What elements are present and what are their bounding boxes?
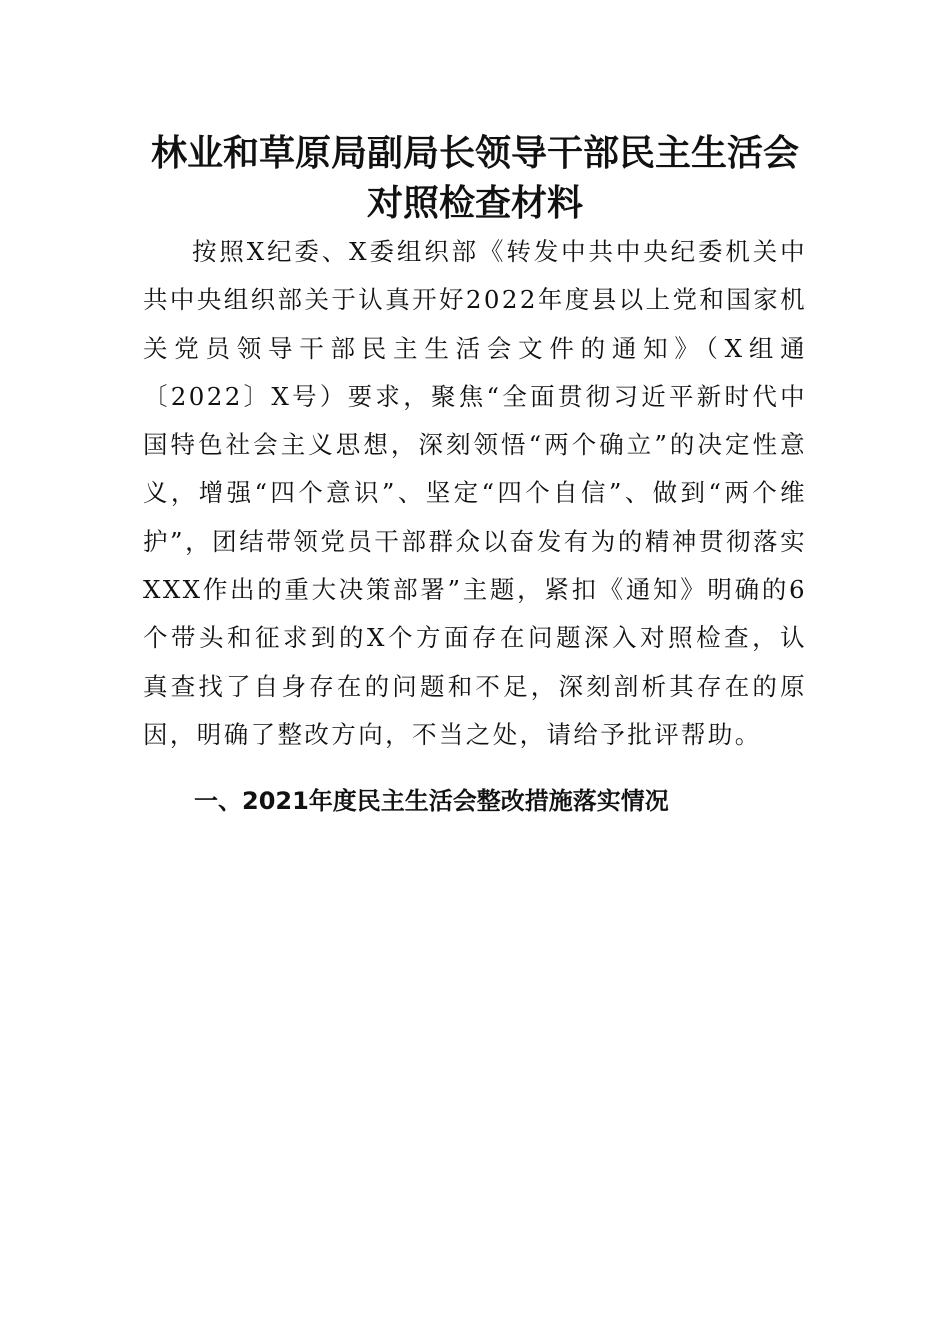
document-title-line-2: 对照检查材料 xyxy=(366,183,583,224)
section-heading-1: 一、2021年度民主生活会整改措施落实情况 xyxy=(194,787,669,815)
intro-paragraph: 按照X纪委、X委组织部《转发中共中央纪委机关中共中央组织部关于认真开好2022年度县以上党和国家机关党员领导干部民主生活会文件的通知》（X组通〔2022〕X号）要求，聚焦“全面贯彻习近平新时代中国特色社会主义思想，深刻领悟“两个确立”的决定性意义，增强“四个意识”、坚定“四个自信”、做到“两个维护”，团结带领党员干部群众以奋发有为的精神贯彻落实XXX作出的重大决策部署”主题，紧扣《通知》明确的6个带头和征求到的X个方面存在问题深入对照检查，认真查找了自身存在的问题和不足，深刻剖析其存在的原因，明确了整改方向，不当之处，请给予批评帮助。 xyxy=(143,237,807,749)
document-title-line-1: 林业和草原局副局长领导干部民主生活会 xyxy=(150,133,799,174)
